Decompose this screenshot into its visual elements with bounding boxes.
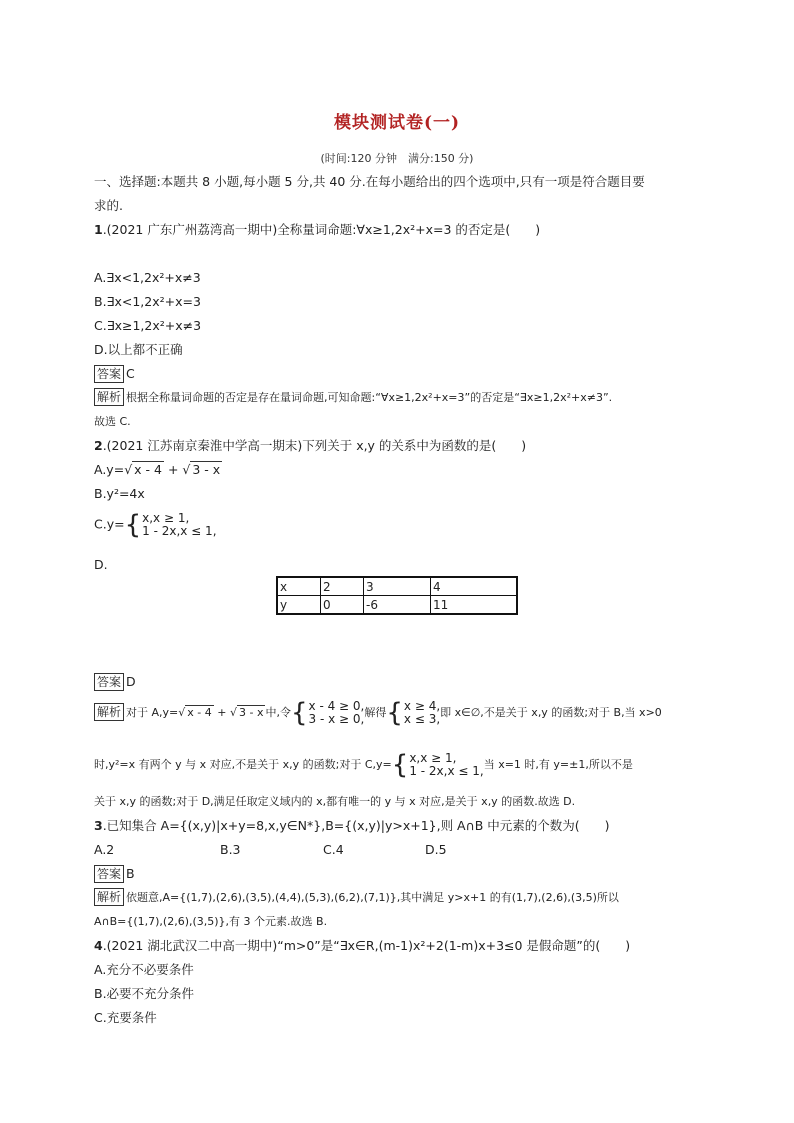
answer-badge: 答案 <box>94 865 124 883</box>
q1-analysis-line1 <box>94 386 704 410</box>
q2-analysis-sys1b: 3 - x ≥ 0, <box>308 712 365 726</box>
q1-analysis <box>94 386 704 434</box>
brace-symbol: { <box>290 698 308 728</box>
q2-analysis-l2-sys-a: x,x ≥ 1, <box>409 751 457 765</box>
table-cell: 4 <box>431 577 518 596</box>
q2-number: 2 <box>94 438 103 453</box>
q3-option-d: D.5 <box>425 842 447 857</box>
q2-analysis-text-a: 对于 A,y= <box>126 706 179 719</box>
q2-option-b: B.y²=4x <box>94 486 145 501</box>
q2-analysis-radicand2: 3 - x <box>239 706 264 719</box>
q4-option-c: C.充要条件 <box>94 1010 157 1025</box>
q4-option-a: A.充分不必要条件 <box>94 962 194 977</box>
section-intro-line2: 求的. <box>94 198 123 213</box>
page-subtitle: (时间:120 分钟 满分:150 分) <box>320 152 474 165</box>
q1-options <box>94 266 704 362</box>
q3-number: 3 <box>94 818 103 833</box>
q2-option-a-radicand2: 3 - x <box>192 462 221 477</box>
question-1 <box>94 218 704 242</box>
table-cell: 0 <box>321 596 364 615</box>
q2-analysis-plus: + <box>213 706 230 719</box>
q2-option-a-radicand1: x - 4 <box>134 462 162 477</box>
answer-badge: 答案 <box>94 673 124 691</box>
q2-option-c-case2: 1 - 2x,x ≤ 1, <box>142 524 217 538</box>
table-row <box>277 577 517 596</box>
q1-stem <box>94 218 704 242</box>
analysis-badge: 解析 <box>94 703 124 721</box>
q2-analysis-l2-system <box>409 752 483 778</box>
q2-option-c-case1: x,x ≥ 1, <box>142 511 190 525</box>
q3-answer-value: B <box>126 866 135 881</box>
q2-option-a-plus: + <box>163 462 183 477</box>
q4-option-b: B.必要不充分条件 <box>94 986 195 1001</box>
q3-option-c: C.4 <box>323 842 344 857</box>
q3-answer <box>94 862 704 886</box>
analysis-badge: 解析 <box>94 888 124 906</box>
table-cell: 3 <box>364 577 431 596</box>
section-intro <box>94 170 704 218</box>
q3-stem <box>94 814 704 838</box>
q2-analysis-sys2a: x ≥ 4, <box>403 699 441 713</box>
table-cell: x <box>277 577 321 596</box>
section-intro-line1: 一、选择题:本题共 8 小题,每小题 5 分,共 40 分.在每小题给出的四个选项中,只有一项是符合题目要 <box>94 174 645 189</box>
q3-option-a: A.2 <box>94 842 115 857</box>
brace-symbol: { <box>386 698 403 728</box>
q3-stem-text: .已知集合 A={(x,y)|x+y=8,x,y∈N*},B={(x,y)|y>x+1},则 A∩B 中元素的个数为( ) <box>102 818 610 833</box>
q3-options <box>94 838 704 862</box>
q4-number: 4 <box>94 938 103 953</box>
brace-symbol: { <box>124 510 142 540</box>
q1-analysis-line2: 故选 C. <box>94 415 131 428</box>
q2-analysis-line1: 解析 对于 A,y=√ x - 4 + √ 3 - x 中,令{x - 4 ≥ 0, 3 - x ≥ 0,解得{x ≥ 4, x ≤ 3,即 x∈∅,不是关于 x,y 的函数;对于 B,当 x>0 <box>94 700 714 726</box>
table-cell: 2 <box>321 577 364 596</box>
q2-option-a: A.y=√ x - 4 + √ 3 - x <box>94 462 221 477</box>
q2-analysis-line3: 关于 x,y 的函数;对于 D,满足任取定义域内的 x,都有唯一的 y 与 x 对应,是关于 x,y 的函数.故选 D. <box>94 795 576 808</box>
question-4 <box>94 934 704 1030</box>
q1-option-c: C.∃x≥1,2x²+x≠3 <box>94 318 202 333</box>
q2-analysis-text-c: 解得 <box>364 706 387 719</box>
question-3 <box>94 814 704 862</box>
q3-option-b: B.3 <box>220 842 241 857</box>
q2-option-c <box>94 512 704 538</box>
q1-analysis-text1: 根据全称量词命题的否定是存在量词命题,可知命题:“∀x≥1,2x²+x=3”的否定是“∃x≥1,2x²+x≠3”. <box>126 391 613 404</box>
q2-analysis-text-b: 中,令 <box>265 706 291 719</box>
q1-answer-value: C <box>126 366 135 381</box>
q4-stem-text: .(2021 湖北武汉二中高一期中)“m>0”是“∃x∈R,(m-1)x²+2(1-m)x+3≤0 是假命题”的( ) <box>102 938 631 953</box>
table-row <box>277 596 517 615</box>
q3-analysis-line2: A∩B={(1,7),(2,6),(3,5)},有 3 个元素.故选 B. <box>94 915 328 928</box>
table-cell: y <box>277 596 321 615</box>
table-cell: 11 <box>431 596 518 615</box>
q1-option-b: B.∃x<1,2x²+x=3 <box>94 294 201 309</box>
q2-data-table <box>276 576 518 615</box>
q2-analysis-radicand1: x - 4 <box>187 706 212 719</box>
q3-analysis-text1: 依题意,A={(1,7),(2,6),(3,5),(4,4),(5,3),(6,2),(7,1)},其中满足 y>x+1 的有(1,7),(2,6),(3,5)所以 <box>126 891 619 904</box>
q1-option-a: A.∃x<1,2x²+x≠3 <box>94 270 201 285</box>
brace-symbol: { <box>391 750 409 780</box>
q2-analysis-l2-text-b: 当 x=1 时,有 y=±1,所以不是 <box>483 758 633 771</box>
q2-analysis-text-d: 即 x∈∅,不是关于 x,y 的函数;对于 B,当 x>0 <box>440 706 662 719</box>
q2-analysis-sys2b: x ≤ 3, <box>403 712 441 726</box>
q2-option-a-prefix: A.y= <box>94 462 125 477</box>
q2-option-c-cases <box>142 512 216 538</box>
q2-analysis-l2-sys-b: 1 - 2x,x ≤ 1, <box>409 764 484 778</box>
q2-option-c-prefix: C.y= <box>94 516 125 532</box>
q3-analysis <box>94 886 714 934</box>
q2-analysis-sys1a: x - 4 ≥ 0, <box>308 699 365 713</box>
q2-analysis-system2 <box>404 700 440 726</box>
q2-answer <box>94 670 704 694</box>
q2-analysis-line2 <box>94 752 714 778</box>
q2-stem <box>94 434 704 458</box>
answer-badge: 答案 <box>94 365 124 383</box>
q2-analysis-l2-text-a: 时,y²=x 有两个 y 与 x 对应,不是关于 x,y 的函数;对于 C,y= <box>94 758 392 771</box>
q1-option-d: D.以上都不正确 <box>94 342 183 357</box>
q2-answer-value: D <box>126 674 136 689</box>
q4-stem <box>94 934 704 958</box>
analysis-badge: 解析 <box>94 388 124 406</box>
table-cell: -6 <box>364 596 431 615</box>
q2-stem-text: .(2021 江苏南京秦淮中学高一期末)下列关于 x,y 的关系中为函数的是( ) <box>102 438 527 453</box>
q3-analysis-line1 <box>94 886 714 910</box>
q1-number: 1 <box>94 222 103 237</box>
question-2 <box>94 434 704 506</box>
q2-analysis-system1 <box>309 700 365 726</box>
q2-option-d: D. <box>94 557 108 572</box>
q1-answer <box>94 362 704 386</box>
page-title: 模块测试卷(一) <box>333 113 461 133</box>
q1-stem-text: .(2021 广东广州荔湾高一期中)全称量词命题:∀x≥1,2x²+x=3 的否定是( ) <box>102 222 541 237</box>
